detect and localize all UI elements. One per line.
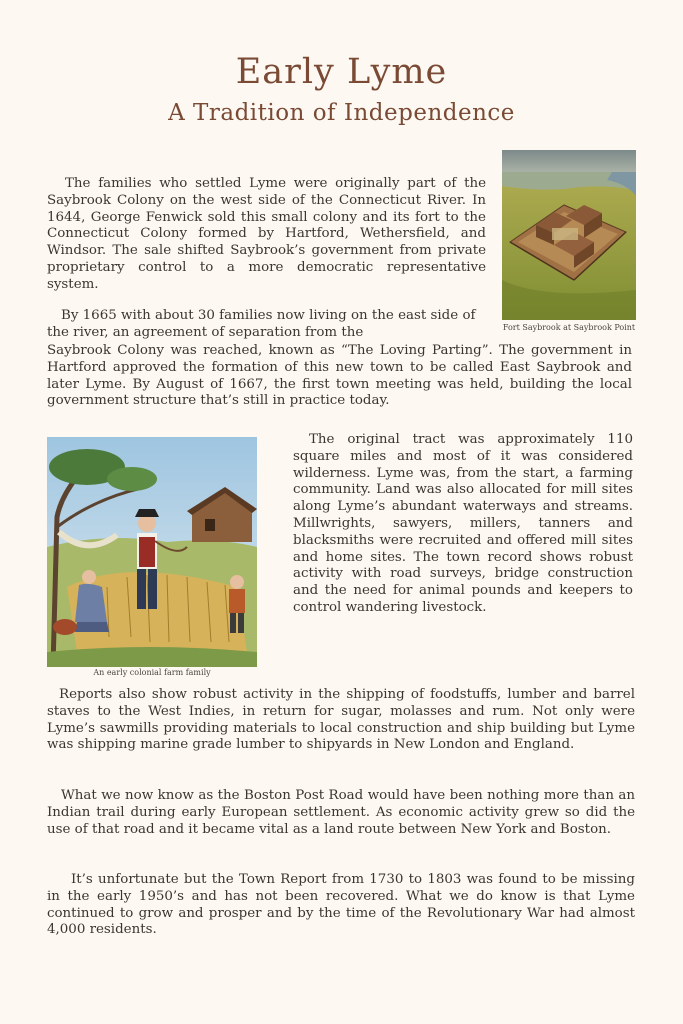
fort-caption: Fort Saybrook at Saybrook Point xyxy=(502,323,636,332)
paragraph-2b: Saybrook Colony was reached, known as “The Loving Parting”. The government in Hartford approved the formation of this new town to be called East Saybrook and later Lyme. By August of 1667, the first town meeting was held, building the local government structure that’s still in practice today. xyxy=(47,343,632,409)
paragraph-1: The families who settled Lyme were originally part of the Saybrook Colony on the west side of the Connecticut River. In 1644, George Fenwick sold this small colony and its fort to the Connecticut Colony formed by Hartford, Wethersfield, and Windsor. The sale shifted Saybrook’s government from private proprietary control to a more democratic representative system. xyxy=(47,176,486,292)
page-title: Early Lyme xyxy=(235,52,448,92)
paragraph-6: It’s unfortunate but the Town Report from 1730 to 1803 was found to be missing in the early 1950’s and has not been recovered. What we do know is that Lyme continued to grow and prosper and by the time of the Revolutionary War had almost 4,000 residents. xyxy=(47,872,635,938)
farm-caption: An early colonial farm family xyxy=(93,668,211,677)
paragraph-4: Reports also show robust activity in the shipping of foodstuffs, lumber and barrel staves to the West Indies, in return for sugar, molasses and rum. Not only were Lyme’s sawmills providing materials to local construction and ship building but Lyme was shipping marine grade lumber to shipyards in New London and England. xyxy=(47,687,635,753)
paragraph-3: The original tract was approximately 110 square miles and most of it was considered wilderness. Lyme was, from the start, a farming community. Land was also allocated for mill sites along Lyme’s abundant waterways and streams. Millwrights, sawyers, millers, tanners and blacksmiths were recruited and offered mill sites and home sites. The town record shows robust activity with road surveys, bridge construction and the need for animal pounds and keepers to control wandering livestock. xyxy=(293,432,633,615)
fort-saybrook-image xyxy=(502,150,636,320)
paragraph-2a: By 1665 with about 30 families now living on the east side of the river, an agreement of separation from the xyxy=(47,308,476,340)
paragraph-5: What we now know as the Boston Post Road would have been nothing more than an Indian trail during early European settlement. As economic activity grew so did the use of that road and it became vital as a land route between New York and Boston. xyxy=(47,788,635,837)
page-subtitle: A Tradition of Independence xyxy=(168,100,515,126)
colonial-farm-family-image xyxy=(47,437,257,667)
